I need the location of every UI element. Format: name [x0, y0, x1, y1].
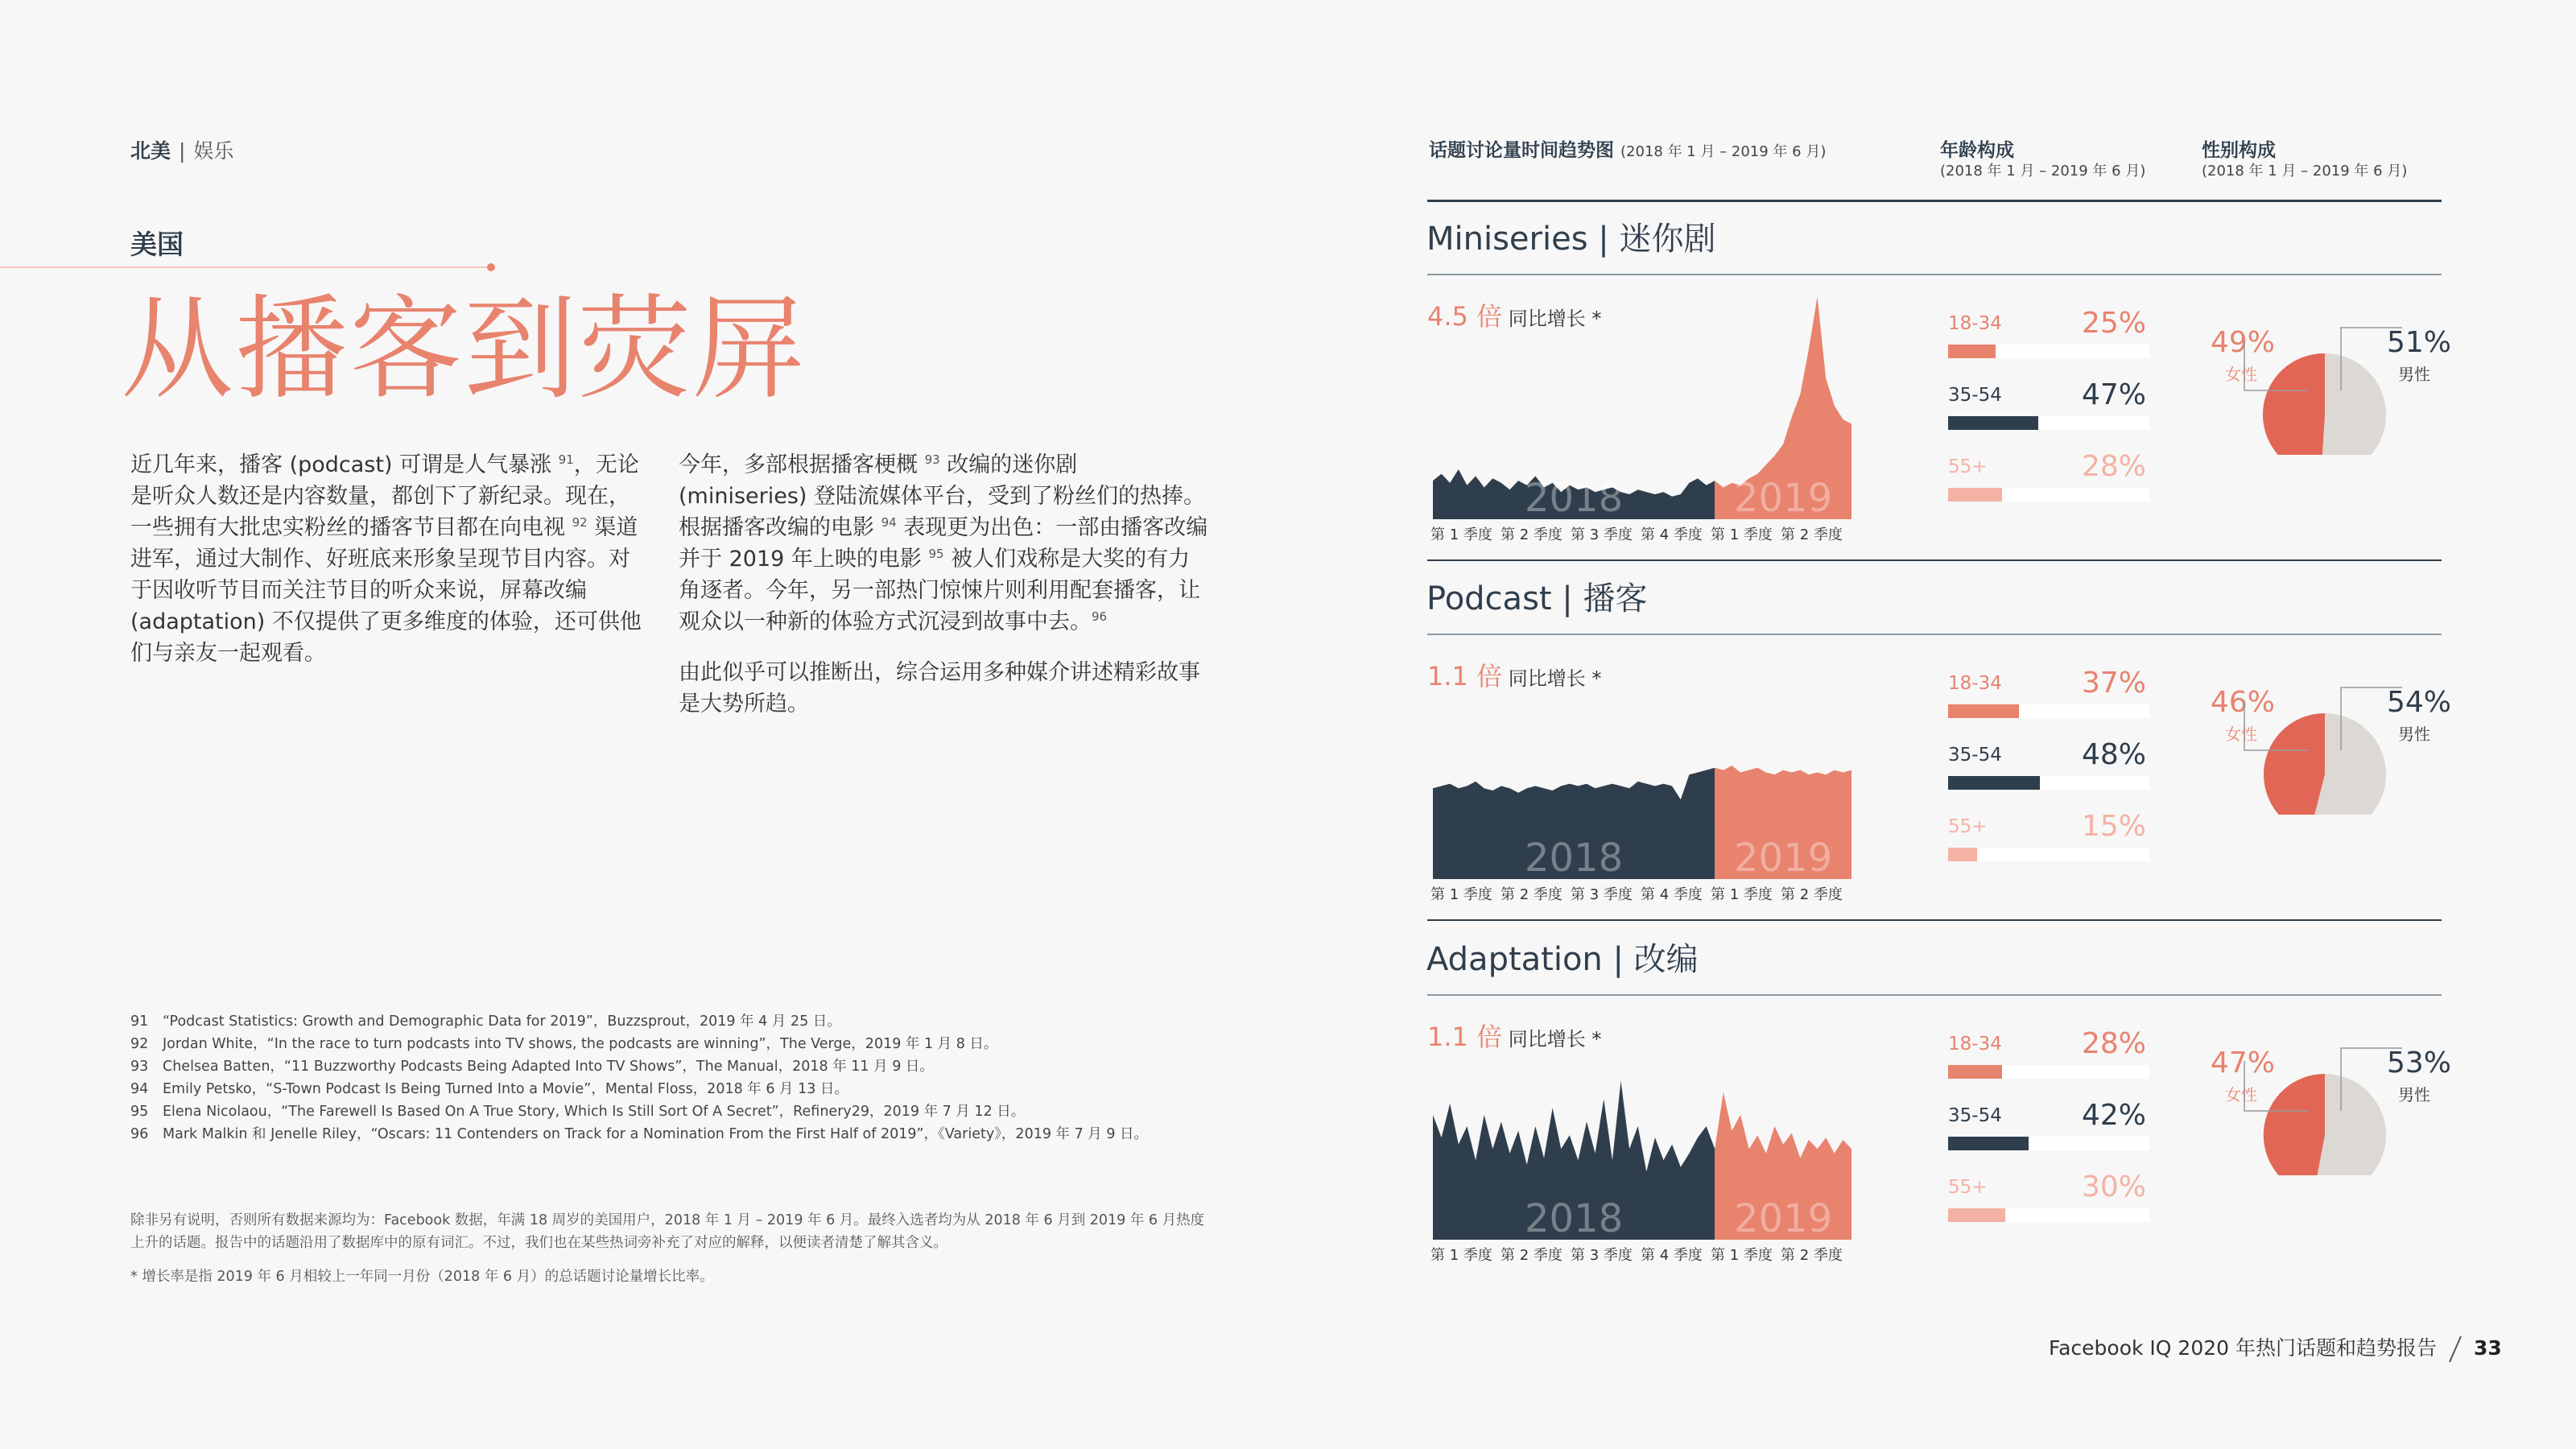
age-group-percent: 47% [2081, 378, 2146, 411]
footnote-ref[interactable]: 92 [572, 515, 588, 530]
year-label-2018: 2018 [1525, 1196, 1624, 1240]
quarter-tick-label: 第 2 季度 [1781, 1247, 1843, 1264]
header-rule [1427, 200, 2442, 202]
body-column-2 [679, 449, 1210, 739]
footnote-ref[interactable]: 94 [881, 515, 897, 530]
footnote-item [130, 1078, 1257, 1100]
male-percent: 53% [2387, 1046, 2452, 1080]
gender-pie-chart [2202, 294, 2444, 455]
data-source-disclaimer: 除非另有说明，否则所有数据来源均为：Facebook 数据，年满 18 周岁的美国用户，2018 年 1 月 – 2019 年 6 月。最终入选者均为从 2018 年 6 月到 2019 年 6 月热度上升的话题。报告中的话题沿用了数据库中的原有词汇。不过，我们也在某些热词旁补充了对应的解释，以便读者清楚了解其含义。 [130, 1212, 1205, 1251]
footnote-number: 95 [130, 1104, 149, 1120]
age-bar-fill [1948, 416, 2038, 430]
footnote-item [130, 1033, 1257, 1055]
female-label: 女性 [2225, 365, 2257, 384]
country-label: 美国 [130, 229, 184, 260]
footnote-number: 92 [130, 1036, 149, 1052]
female-slice [2264, 713, 2325, 815]
age-group-percent: 28% [2081, 1027, 2146, 1060]
section-title: Adaptation | 改编 [1426, 941, 1699, 978]
body-column-1 [130, 449, 646, 688]
male-percent: 51% [2387, 326, 2452, 359]
footnote-item [130, 1123, 1257, 1146]
footnote-number: 96 [130, 1126, 149, 1142]
footnote-ref[interactable]: 91 [558, 452, 574, 467]
female-percent: 47% [2211, 1046, 2276, 1080]
gender-column-period: (2018 年 1 月 – 2019 年 6 月) [2202, 163, 2408, 180]
quarter-tick-label: 第 1 季度 [1711, 526, 1773, 543]
age-bar-fill [1948, 848, 1977, 861]
quarter-axis [1430, 1244, 1851, 1265]
footnote-number: 94 [130, 1081, 149, 1097]
footnote-ref[interactable]: 96 [1092, 609, 1108, 624]
footnote-number: 93 [130, 1059, 149, 1075]
age-group-percent: 30% [2081, 1170, 2146, 1203]
year-label-2018: 2018 [1525, 476, 1624, 519]
section-title-rule [1427, 634, 2442, 635]
body-text-run: ，无论是听众人数还是内容数量，都创下了新纪录。现在，一些拥有大批忠实粉丝的播客节目都在向电视 [130, 452, 639, 540]
age-group-percent: 15% [2081, 810, 2146, 843]
footnote-ref[interactable]: 93 [924, 452, 940, 467]
male-label: 男性 [2398, 724, 2430, 744]
report-title: Facebook IQ 2020 年热门话题和趋势报告 [2049, 1336, 2437, 1360]
age-group-label: 55+ [1948, 816, 1988, 837]
footnote-text: Mark Malkin 和 Jenelle Riley，“Oscars: 11 Contenders on Track for a Nomination From the First Half of 2019”，《Variety》，2019 年 7 月 9 日。 [163, 1126, 1149, 1142]
section-title-rule [1427, 274, 2442, 275]
quarter-tick-label: 第 2 季度 [1501, 1247, 1563, 1264]
footnote-ref[interactable]: 95 [928, 547, 944, 561]
footnote-number: 91 [130, 1013, 149, 1030]
female-slice [2264, 1074, 2325, 1175]
quarter-tick-label: 第 1 季度 [1430, 1247, 1492, 1264]
age-group-label: 35-54 [1948, 1105, 2002, 1126]
quarter-tick-label: 第 2 季度 [1501, 886, 1563, 903]
age-group-label: 18-34 [1948, 1034, 2002, 1055]
region-label: 北美 [130, 139, 171, 163]
quarter-tick-label: 第 2 季度 [1781, 526, 1843, 543]
body-paragraph-1 [130, 449, 646, 669]
male-label: 男性 [2398, 365, 2430, 384]
trend-area-chart [1433, 652, 1852, 879]
year-label-2019: 2019 [1734, 836, 1833, 879]
gender-pie-chart [2202, 1014, 2444, 1175]
year-label-2019: 2019 [1734, 1196, 1833, 1240]
section-divider [1427, 559, 2442, 561]
quarter-tick-label: 第 4 季度 [1641, 526, 1703, 543]
male-label: 男性 [2398, 1085, 2430, 1104]
growth-label: 同比增长 * [1502, 308, 1602, 330]
footnote-text: Elena Nicolaou，“The Farewell Is Based On A True Story, Which Is Still Sort Of A Secret”，Refinery29，2019 年 7 月 12 日。 [163, 1104, 1026, 1120]
gender-column-title: 性别构成 [2202, 140, 2276, 161]
trend-period: (2018 年 1 月 – 2019 年 6 月) [1620, 143, 1827, 160]
quarter-tick-label: 第 3 季度 [1571, 526, 1633, 543]
trend-column-header [1429, 135, 1826, 162]
accent-rule [0, 266, 491, 268]
growth-label: 同比增长 * [1502, 1028, 1602, 1051]
age-bar-fill [1948, 776, 2040, 790]
trend-area-chart [1433, 292, 1852, 519]
quarter-axis [1430, 523, 1851, 544]
female-label: 女性 [2225, 1085, 2257, 1104]
age-group-label: 18-34 [1948, 313, 2002, 334]
quarter-tick-label: 第 4 季度 [1641, 1247, 1703, 1264]
quarter-tick-label: 第 4 季度 [1641, 886, 1703, 903]
female-label: 女性 [2225, 724, 2257, 744]
page-footer [2049, 1332, 2502, 1364]
age-bar-fill [1948, 345, 1996, 358]
growth-value: 4.5 倍 [1427, 301, 1503, 332]
body-text-run: 今年，多部根据播客梗概 [679, 452, 925, 477]
body-text-run: 被人们戏称是大奖的有力角逐者。今年，另一部热门惊悚片则利用配套播客，让观众以一种新的体验方式沉浸到故事中去。 [679, 547, 1200, 634]
age-bar-fill [1948, 1208, 2005, 1222]
quarter-tick-label: 第 1 季度 [1430, 886, 1492, 903]
body-text-run: 改编的迷你剧 (miniseries) 登陆流媒体平台，受到了粉丝们的热捧。根据播客改编的电影 [679, 452, 1206, 540]
trend-title: 话题讨论量时间趋势图 [1429, 140, 1614, 161]
category-label: 娱乐 [193, 139, 234, 163]
year-label-2019: 2019 [1734, 476, 1833, 519]
quarter-tick-label: 第 1 季度 [1711, 1247, 1773, 1264]
trend-area-chart [1433, 1013, 1852, 1240]
age-group-percent: 28% [2081, 450, 2146, 483]
kicker-divider: | [179, 139, 186, 163]
age-bar-fill [1948, 1137, 2029, 1150]
age-bar-track [1948, 848, 2149, 861]
age-column-title: 年龄构成 [1940, 140, 2014, 161]
growth-value: 1.1 倍 [1427, 661, 1503, 691]
age-group-label: 55+ [1948, 456, 1988, 477]
age-bar-fill [1948, 488, 2002, 502]
accent-rule-dot [487, 263, 495, 271]
quarter-tick-label: 第 2 季度 [1501, 526, 1563, 543]
section-title: Miniseries | 迷你剧 [1426, 221, 1716, 258]
page-headline: 从播客到荧屏 [121, 284, 807, 415]
body-paragraph-3: 由此似乎可以推断出，综合运用多种媒介讲述精彩故事是大势所趋。 [679, 660, 1200, 716]
growth-value: 1.1 倍 [1427, 1022, 1503, 1052]
section-divider [1427, 919, 2442, 921]
section-title-rule [1427, 994, 2442, 996]
age-group-label: 35-54 [1948, 385, 2002, 406]
quarter-tick-label: 第 1 季度 [1711, 886, 1773, 903]
quarter-tick-label: 第 3 季度 [1571, 886, 1633, 903]
year-label-2018: 2018 [1525, 836, 1624, 879]
age-group-label: 18-34 [1948, 673, 2002, 694]
age-group-label: 55+ [1948, 1177, 1988, 1198]
body-paragraph-2 [679, 449, 1210, 638]
growth-rate-note: * 增长率是指 2019 年 6 月相较上一年同一月份（2018 年 6 月）的总话题讨论量增长比率。 [130, 1269, 714, 1285]
age-bar-fill [1948, 1065, 2002, 1079]
body-text-run: 表现更为出色：一部由播客改编并于 2019 年上映的电影 [679, 515, 1208, 572]
age-group-percent: 25% [2081, 307, 2146, 340]
age-group-percent: 48% [2081, 738, 2146, 771]
footnote-text: Emily Petsko，“S-Town Podcast Is Being Turned Into a Movie”，Mental Floss，2018 年 6 月 13 日。 [163, 1081, 848, 1097]
footnote-item [130, 1100, 1257, 1123]
age-group-percent: 37% [2081, 667, 2146, 700]
section-title: Podcast | 播客 [1426, 580, 1648, 617]
footnote-text: Jordan White，“In the race to turn podcasts into TV shows, the podcasts are winning”，The Verge，2019 年 1 月 8 日。 [163, 1036, 998, 1052]
female-percent: 46% [2211, 686, 2276, 719]
footnote-item [130, 1055, 1257, 1078]
body-text-run: 渠道进军，通过大制作、好班底来形象呈现节目内容。对于因收听节目而关注节目的听众来说，屏幕改编 (adaptation) 不仅提供了更多维度的体验，还可供他们与亲友一起观看。 [130, 515, 642, 666]
footnotes [130, 1010, 1257, 1146]
age-group-label: 35-54 [1948, 745, 2002, 766]
age-group-percent: 42% [2081, 1099, 2146, 1132]
age-bar-fill [1948, 704, 2019, 718]
quarter-tick-label: 第 1 季度 [1430, 526, 1492, 543]
male-percent: 54% [2387, 686, 2452, 719]
quarter-tick-label: 第 3 季度 [1571, 1247, 1633, 1264]
female-percent: 49% [2211, 326, 2276, 359]
footer-slash-icon [2446, 1335, 2464, 1364]
age-column-period: (2018 年 1 月 – 2019 年 6 月) [1940, 163, 2146, 180]
footnote-text: “Podcast Statistics: Growth and Demographic Data for 2019”，Buzzsprout，2019 年 4 月 25 日。 [163, 1013, 841, 1030]
female-slice [2263, 353, 2325, 455]
section-kicker [130, 135, 233, 164]
gender-pie-chart [2202, 654, 2444, 815]
quarter-tick-label: 第 2 季度 [1781, 886, 1843, 903]
growth-label: 同比增长 * [1502, 667, 1602, 690]
footnote-text: Chelsea Batten，“11 Buzzworthy Podcasts Being Adapted Into TV Shows”，The Manual，2018 年 11 月 9 日。 [163, 1059, 934, 1075]
quarter-axis [1430, 883, 1851, 904]
footnote-item [130, 1010, 1257, 1033]
body-text-run: 近几年来，播客 (podcast) 可谓是人气暴涨 [130, 452, 559, 477]
page-number: 33 [2473, 1336, 2502, 1360]
